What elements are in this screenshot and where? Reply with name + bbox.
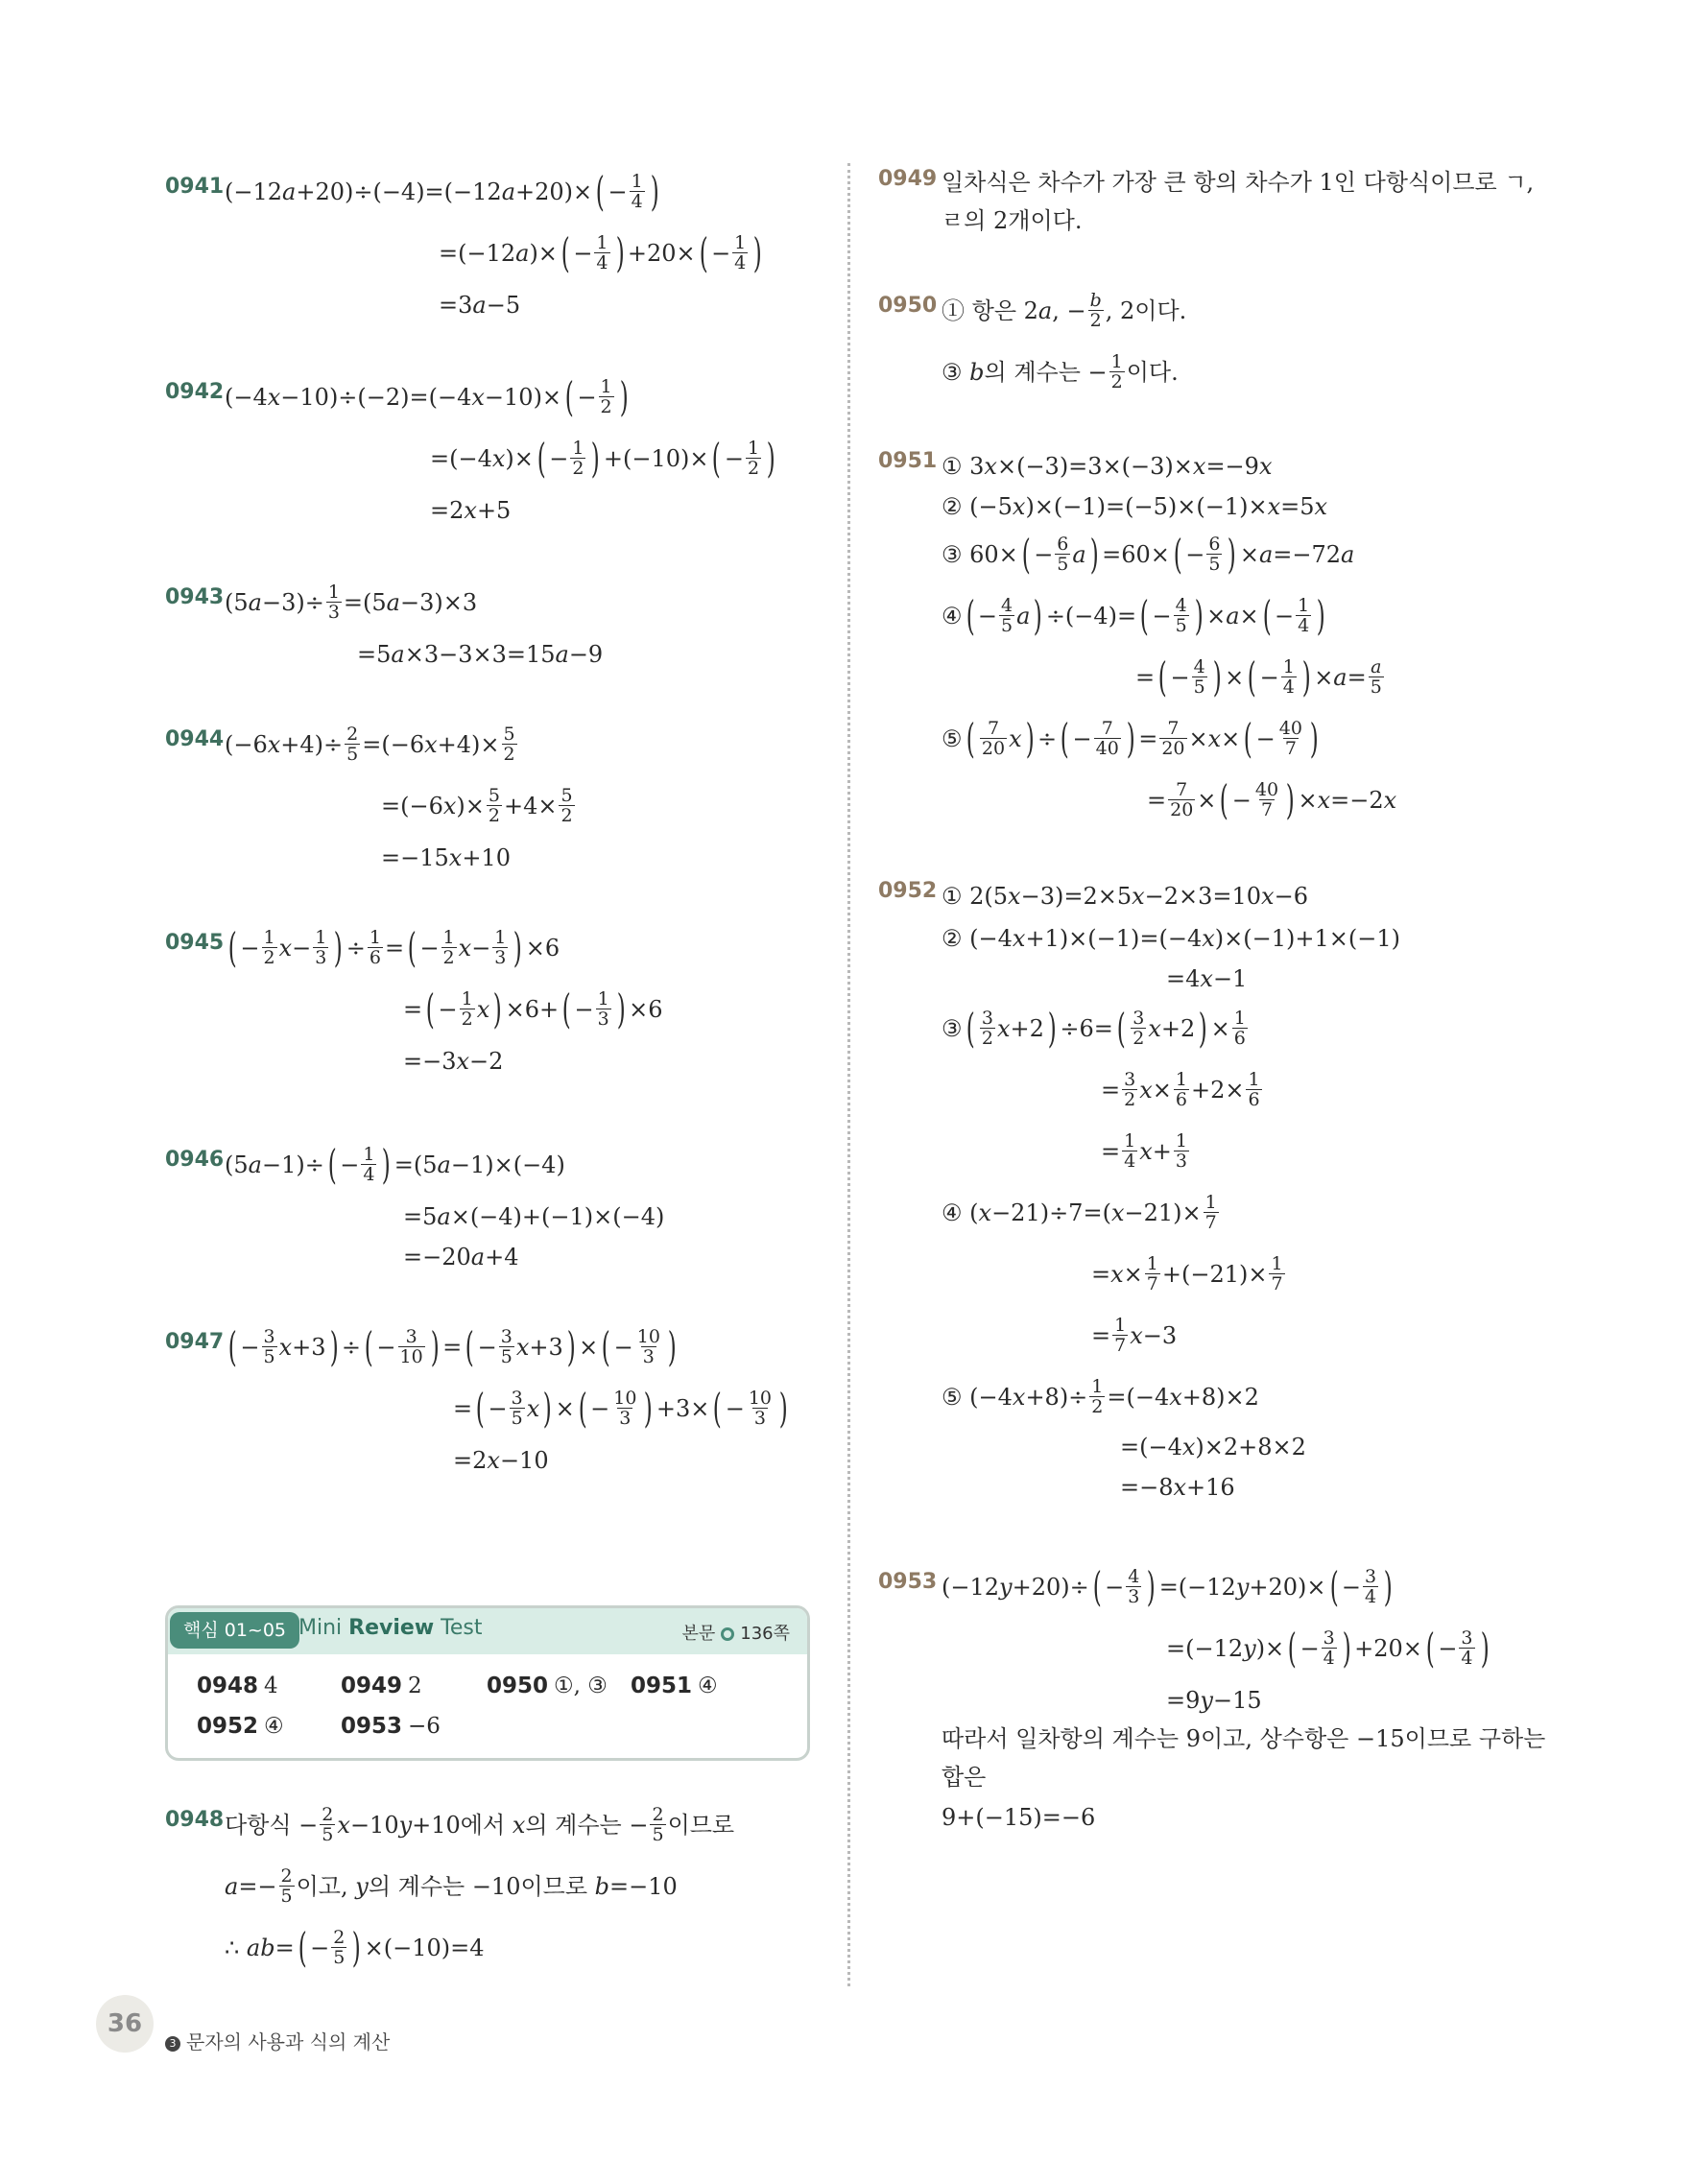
solution-line: (5a−1)÷( − $\frac{1}{4}$ ) =(5a−1)×(−4) bbox=[225, 1140, 565, 1188]
solution-line: ④ (x−21)÷7=(x−21)× $\frac{1}{7}$ bbox=[942, 1192, 1217, 1233]
problem-number: 0941 bbox=[165, 175, 225, 199]
solution-line: = $\frac{3}{2}$ x× $\frac{1}{6}$ +2× $\frac{1}{6}$ bbox=[1101, 1069, 1260, 1110]
problem-number: 0953 bbox=[878, 1570, 938, 1594]
answer-item: 0951 ④ bbox=[631, 1674, 718, 1698]
solution-line: (−4x−10)÷(−2)=(−4x−10)×( − $\frac{1}{2}$ ) bbox=[225, 372, 629, 420]
solution-line: =3a−5 bbox=[439, 291, 521, 319]
solution-line: = $\frac{1}{4}$ x+ $\frac{1}{3}$ bbox=[1101, 1130, 1187, 1172]
solution-line: (−12y+20)÷( − $\frac{4}{3}$ ) =(−12y+20)×( − $\frac{3}{4}$ ) bbox=[942, 1562, 1393, 1610]
problem-number: 0945 bbox=[165, 931, 225, 955]
chapter-number: 3 bbox=[165, 2036, 180, 2052]
solution-line: ( − $\frac{3}{5}$ x+3) ÷( − $\frac{3}{10}$ ) =( − $\frac{3}{5}$ x+3) ×( − $\frac{10}{3}$ ) bbox=[227, 1322, 677, 1370]
solution-line: ③ b의 계수는 − $\frac{1}{2}$ 이다. bbox=[942, 351, 1179, 392]
solution-line: ④( − $\frac{4}{5}$ a) ÷(−4)=( − $\frac{4}{5}$ ) ×a×( − $\frac{1}{4}$ ) bbox=[942, 591, 1325, 639]
solution-line: =2x+5 bbox=[430, 496, 512, 524]
solution-line: =(−4x)×( − $\frac{1}{2}$ ) +(−10)×( − $\frac{1}{2}$ ) bbox=[430, 434, 775, 482]
solution-line: (−12a+20)÷(−4)=(−12a+20)×( − $\frac{1}{4}$ ) bbox=[225, 167, 659, 215]
solution-line: =( − $\frac{3}{5}$ x) ×( − $\frac{10}{3}$ ) +3×( − $\frac{10}{3}$ ) bbox=[453, 1384, 788, 1432]
problem-number: 0942 bbox=[165, 380, 225, 404]
title-part-bold: Review bbox=[348, 1616, 435, 1640]
solution-line: 따라서 일차항의 계수는 9이고, 상수항은 −15이므로 구하는 bbox=[942, 1725, 1546, 1752]
answer-item: 0950 ①, ③ bbox=[487, 1674, 608, 1698]
solution-line: =x× $\frac{1}{7}$ +(−21)× $\frac{1}{7}$ bbox=[1091, 1253, 1283, 1294]
solution-line: (−6x+4)÷ $\frac{2}{5}$ =(−6x+4)× $\frac{5}{2}$ bbox=[225, 724, 515, 765]
solution-line: (5a−3)÷ $\frac{1}{3}$ =(5a−3)×3 bbox=[225, 582, 478, 623]
problem-number: 0951 bbox=[878, 449, 938, 473]
problem-number: 0947 bbox=[165, 1330, 225, 1354]
solution-line: a=− $\frac{2}{5}$ 이고, y의 계수는 −10이므로 b=−10 bbox=[225, 1865, 678, 1907]
problem-number: 0950 bbox=[878, 294, 938, 318]
solution-line: =( − $\frac{4}{5}$ ) ×( − $\frac{1}{4}$ ) ×a= $\frac{a}{5}$ bbox=[1135, 653, 1382, 700]
problem-number: 0946 bbox=[165, 1148, 225, 1172]
ref-page: 136쪽 bbox=[740, 1624, 790, 1644]
chapter-title bbox=[165, 2027, 390, 2054]
solution-line: ⑤ (−4x+8)÷ $\frac{1}{2}$ =(−4x+8)×2 bbox=[942, 1376, 1259, 1417]
circle-arrow-icon bbox=[721, 1627, 734, 1641]
chapter-label: 문자의 사용과 식의 계산 bbox=[186, 2030, 391, 2053]
page-reference bbox=[681, 1620, 790, 1645]
solution-line: =−8x+16 bbox=[1120, 1473, 1235, 1501]
solution-line: =(−4x)×2+8×2 bbox=[1120, 1433, 1306, 1460]
section-tag: 핵심 01~05 bbox=[170, 1612, 299, 1649]
solution-line: 일차식은 차수가 가장 큰 항의 차수가 1인 다항식이므로 ㄱ, bbox=[942, 169, 1535, 196]
solution-line: =−15x+10 bbox=[381, 843, 511, 871]
solution-line: =−20a+4 bbox=[403, 1243, 519, 1270]
solution-line: =(−12y)×( − $\frac{3}{4}$ ) +20×( − $\frac{3}{4}$ ) bbox=[1166, 1624, 1490, 1672]
solution-line: =( − $\frac{1}{2}$ x) ×6+( − $\frac{1}{3}$ ) ×6 bbox=[403, 985, 663, 1033]
solution-line: =4x−1 bbox=[1166, 964, 1248, 992]
solution-line: ( − $\frac{1}{2}$ x− $\frac{1}{3}$ ) ÷ $\frac{1}{6}$ =( − $\frac{1}{2}$ x− $\frac{1}{3}$ ) ×6 bbox=[227, 923, 560, 971]
title-part: Test bbox=[434, 1616, 483, 1640]
problem-number: 0952 bbox=[878, 879, 938, 903]
answer-item: 0953 −6 bbox=[341, 1714, 441, 1739]
solution-line: =5a×3−3×3=15a−9 bbox=[357, 640, 604, 668]
solution-line: 9+(−15)=−6 bbox=[942, 1804, 1096, 1831]
page-number: 36 bbox=[96, 1995, 154, 2053]
solution-line: ② (−4x+1)×(−1)=(−4x)×(−1)+1×(−1) bbox=[942, 924, 1400, 952]
ref-label: 본문 bbox=[681, 1624, 716, 1644]
mini-review-title bbox=[298, 1616, 482, 1640]
solution-line: =5a×(−4)+(−1)×(−4) bbox=[403, 1202, 665, 1230]
solution-line: 다항식 − $\frac{2}{5}$ x−10y+10에서 x의 계수는 − $\frac{2}{5}$ 이므로 bbox=[225, 1804, 735, 1845]
problem-number: 0944 bbox=[165, 727, 225, 751]
answer-item: 0948 4 bbox=[197, 1674, 278, 1698]
solution-line: ③( $\frac{3}{2}$ x+2) ÷6=( $\frac{3}{2}$ x+2) × $\frac{1}{6}$ bbox=[942, 1004, 1246, 1052]
solution-line: = $\frac{7}{20}$ ×( − $\frac{40}{7}$ ) ×x=−2x bbox=[1147, 775, 1397, 823]
mini-review-header bbox=[168, 1608, 807, 1654]
mini-review-box bbox=[165, 1605, 810, 1761]
problem-number: 0949 bbox=[878, 167, 938, 191]
solution-line: ① 2(5x−3)=2×5x−2×3=10x−6 bbox=[942, 882, 1308, 910]
solution-line: ㄹ의 2개이다. bbox=[942, 207, 1083, 234]
column-divider bbox=[847, 163, 850, 1986]
answer-item: 0949 2 bbox=[341, 1674, 422, 1698]
problem-number: 0943 bbox=[165, 585, 225, 609]
solution-line: = $\frac{1}{7}$ x−3 bbox=[1091, 1315, 1178, 1356]
solution-line: =2x−10 bbox=[453, 1446, 549, 1474]
solution-line: ① 항은 2a, − $\frac{b}{2}$ , 2이다. bbox=[942, 290, 1187, 331]
solution-line: ∴ ab=( − $\frac{2}{5}$ ) ×(−10)=4 bbox=[225, 1923, 485, 1971]
solution-line: ② (−5x)×(−1)=(−5)×(−1)×x=5x bbox=[942, 492, 1328, 520]
solution-line: =9y−15 bbox=[1166, 1686, 1262, 1714]
solution-line: ③ 60×( − $\frac{6}{5}$ a) =60×( − $\frac{6}{5}$ ) ×a=−72a bbox=[942, 530, 1355, 578]
title-part: Mini bbox=[298, 1616, 349, 1640]
solution-line: 합은 bbox=[942, 1764, 987, 1791]
solution-line: ⑤( $\frac{7}{20}$ x) ÷( − $\frac{7}{40}$ ) = $\frac{7}{20}$ ×x×( − $\frac{40}{7}$ ) bbox=[942, 714, 1319, 762]
solution-line: =−3x−2 bbox=[403, 1047, 504, 1075]
answer-item: 0952 ④ bbox=[197, 1714, 284, 1739]
solution-line: =(−6x)× $\frac{5}{2}$ +4× $\frac{5}{2}$ bbox=[381, 785, 573, 826]
problem-number: 0948 bbox=[165, 1808, 225, 1832]
solution-line: ① 3x×(−3)=3×(−3)×x=−9x bbox=[942, 452, 1273, 480]
solution-line: =(−12a)×( − $\frac{1}{4}$ ) +20×( − $\frac{1}{4}$ ) bbox=[439, 228, 762, 276]
